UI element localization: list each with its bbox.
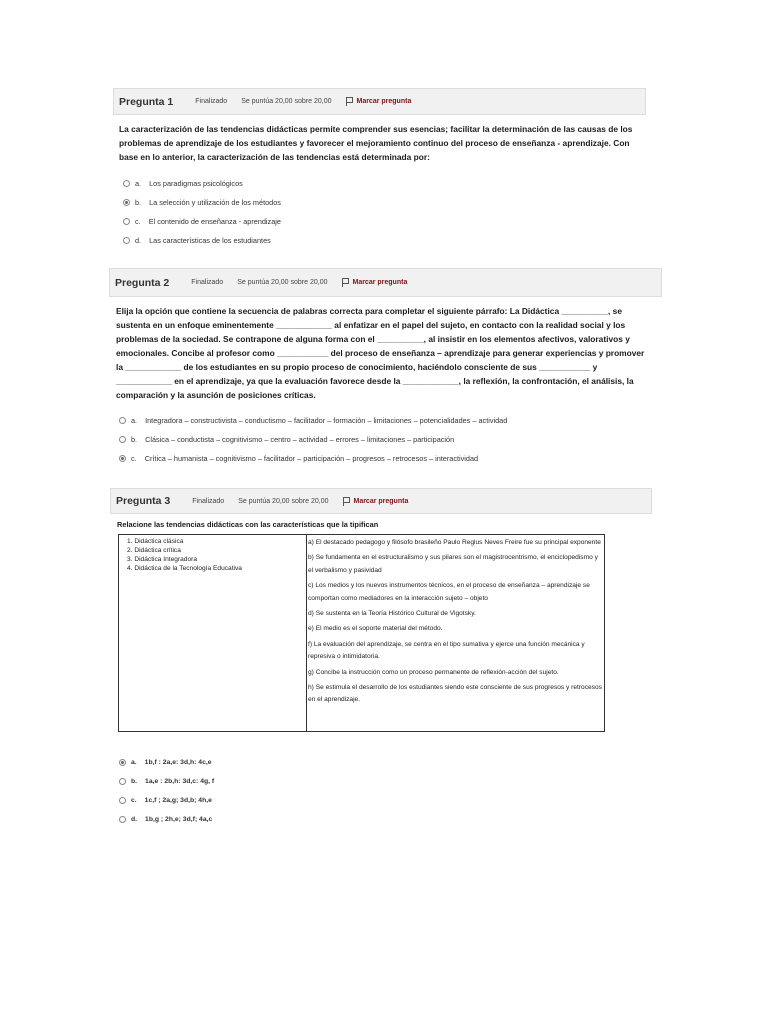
question-title: Pregunta 3 (116, 495, 171, 507)
list-item: 3. Didáctica Integradora (127, 556, 198, 563)
tendencies-list (127, 537, 298, 573)
answer-letter: d. (135, 236, 142, 245)
question-3-header (110, 488, 652, 514)
flag-question-label: Marcar pregunta (353, 497, 409, 505)
question-grade: Se puntúa 20,00 sobre 20,00 (237, 279, 328, 286)
radio-button[interactable] (119, 436, 126, 443)
answer-option[interactable] (119, 810, 214, 829)
answer-letter: c. (131, 797, 137, 804)
answer-option[interactable] (119, 772, 214, 791)
question-state: Finalizado (195, 98, 228, 105)
flag-question-button[interactable] (345, 97, 411, 106)
answer-option[interactable] (119, 449, 507, 468)
answer-letter: d. (131, 816, 138, 823)
answer-letter: b. (135, 198, 142, 207)
flag-question-button[interactable] (341, 278, 407, 287)
characteristic-item: c) Los medios y los nuevos instrumentos técnicos, en el proceso de enseñanza – aprendizaje se comportan como mediadores en la interacción sujeto – objeto (308, 582, 590, 602)
radio-button[interactable] (123, 218, 130, 225)
flag-question-label: Marcar pregunta (356, 98, 412, 105)
radio-button[interactable] (119, 778, 126, 785)
list-item: 4. Didáctica de la Tecnología Educativa (127, 565, 242, 572)
radio-button[interactable] (123, 180, 130, 187)
answer-letter: b. (131, 435, 138, 444)
question-state: Finalizado (192, 497, 225, 505)
answer-text: El contenido de enseñanza - aprendizaje (148, 217, 281, 226)
radio-button[interactable] (119, 797, 126, 804)
flag-icon (342, 497, 350, 506)
question-grade: Se puntúa 20,00 sobre 20,00 (238, 497, 329, 505)
question-3-answers (119, 753, 214, 829)
question-title: Pregunta 1 (119, 95, 174, 108)
characteristic-item: h) Se estimula el desarrollo de los estudiantes siendo este consciente de sus progresos y retrocesos en el aprendizaje. (308, 684, 602, 704)
answer-text: Clásica – conductista – cognitivismo – centro – actividad – errores – limitaciones – participación (145, 435, 455, 444)
matching-table (118, 534, 605, 732)
answer-text: 1c,f ; 2a,g; 3d,b; 4h,e (144, 797, 212, 804)
question-1-text: La caracterización de las tendencias didácticas permite comprender sus esencias; facilitar la determinación de las causas de los problemas de aprendizaje de los estudiantes y favorecer el mejoramiento continuo del proceso de enseñanza - aprendizaje. Con base en lo anterior, la caracterización de las tendencias está determinada por: (119, 124, 633, 162)
question-3-text: Relacione las tendencias didácticas con las características que la tipifican (117, 520, 379, 529)
characteristic-item: f) La evaluación del aprendizaje, se centra en el tipo sumativa y ejerce una función mecánica y represiva o intimidatoria. (308, 640, 585, 661)
flag-icon (341, 278, 349, 287)
answer-text: 1b,f : 2a,e: 3d,h: 4c,e (144, 759, 212, 766)
answer-letter: c. (135, 217, 141, 226)
flag-icon (345, 97, 353, 106)
radio-button[interactable] (119, 417, 126, 424)
answer-text: 1a,e : 2b,h: 3d,c: 4g, f (145, 778, 215, 785)
answer-option[interactable] (123, 231, 281, 250)
characteristic-item: b) Se fundamenta en el estructuralismo y sus pilares son el magistrocentrismo, el enciclopedismo y el verbalismo y pasividad (308, 554, 598, 574)
tendencies-cell (119, 535, 307, 732)
answer-option[interactable] (119, 430, 507, 449)
answer-letter: b. (131, 778, 138, 785)
answer-text: La selección y utilización de los métodos (149, 198, 281, 207)
characteristic-item: d) Se sustenta en la Teoría Histórico Cultural de Vigotsky. (308, 610, 476, 618)
question-2-answers (119, 411, 507, 468)
question-state: Finalizado (191, 279, 224, 286)
characteristics-cell (307, 535, 605, 732)
answer-text: Crítica – humanista – cognitivismo – facilitador – participación – progresos – retrocesos – interactividad (144, 454, 479, 463)
radio-button[interactable] (119, 816, 126, 823)
question-1-answers (123, 174, 281, 250)
characteristic-item: e) El medio es el soporte material del método. (308, 625, 443, 633)
list-item: 1. Didáctica clásica (127, 538, 184, 545)
characteristic-item: g) Concibe la instrucción como un proceso permanente de reflexión-acción del sujeto. (308, 668, 559, 676)
answer-option[interactable] (119, 753, 214, 772)
radio-button[interactable] (123, 237, 130, 244)
flag-question-label: Marcar pregunta (352, 279, 408, 286)
answer-text: 1b,g ; 2h,e; 3d,f; 4a,c (145, 816, 213, 823)
answer-option[interactable] (123, 193, 281, 212)
answer-letter: c. (131, 454, 137, 463)
question-title: Pregunta 2 (115, 276, 170, 289)
flag-question-button[interactable] (342, 497, 408, 506)
characteristic-item: a) El destacado pedagogo y filósofo brasileño Paulo Reglus Neves Freire fue su principal exponente (308, 539, 601, 546)
answer-letter: a. (135, 179, 142, 188)
answer-option[interactable] (123, 212, 281, 231)
answer-letter: a. (131, 416, 138, 425)
radio-button-selected[interactable] (119, 455, 126, 462)
answer-text: Las características de los estudiantes (149, 236, 271, 245)
answer-letter: a. (131, 759, 137, 766)
answer-option[interactable] (119, 791, 214, 810)
list-item: 2. Didáctica crítica (127, 547, 181, 554)
answer-option[interactable] (123, 174, 281, 193)
question-2-text: Elija la opción que contiene la secuencia de palabras correcta para completar el siguiente párrafo: La Didáctica __________, se sustenta en un enfoque eminentemente ____________ al enfatizar en el papel del sujeto, en contacto con la realidad social y los problemas de la sociedad. Se contrapone de alguna forma con el __________, al insistir en los elementos afectivos, valorativos y emocionales. Concibe al profesor como ___________ del proceso de enseñanza – aprendizaje para generar experiencias y promover la ____________ de los estudiantes en su propio proceso de conocimiento, haciéndolo consciente de sus ___________ y ____________ en el aprendizaje, ya que la evaluación favorece desde la ____________, la reflexión, la confrontación, el análisis, la comparación y la asunción de posiciones críticas. (116, 306, 645, 400)
answer-option[interactable] (119, 411, 507, 430)
radio-button-selected[interactable] (123, 199, 130, 206)
question-2-header (109, 268, 662, 297)
answer-text: Integradora – constructivista – conductismo – facilitador – formación – limitaciones – potencialidades – actividad (145, 416, 508, 425)
answer-text: Los paradigmas psicológicos (149, 179, 243, 188)
radio-button-selected[interactable] (119, 759, 126, 766)
question-grade: Se puntúa 20,00 sobre 20,00 (241, 98, 332, 105)
question-1-header (113, 88, 646, 115)
